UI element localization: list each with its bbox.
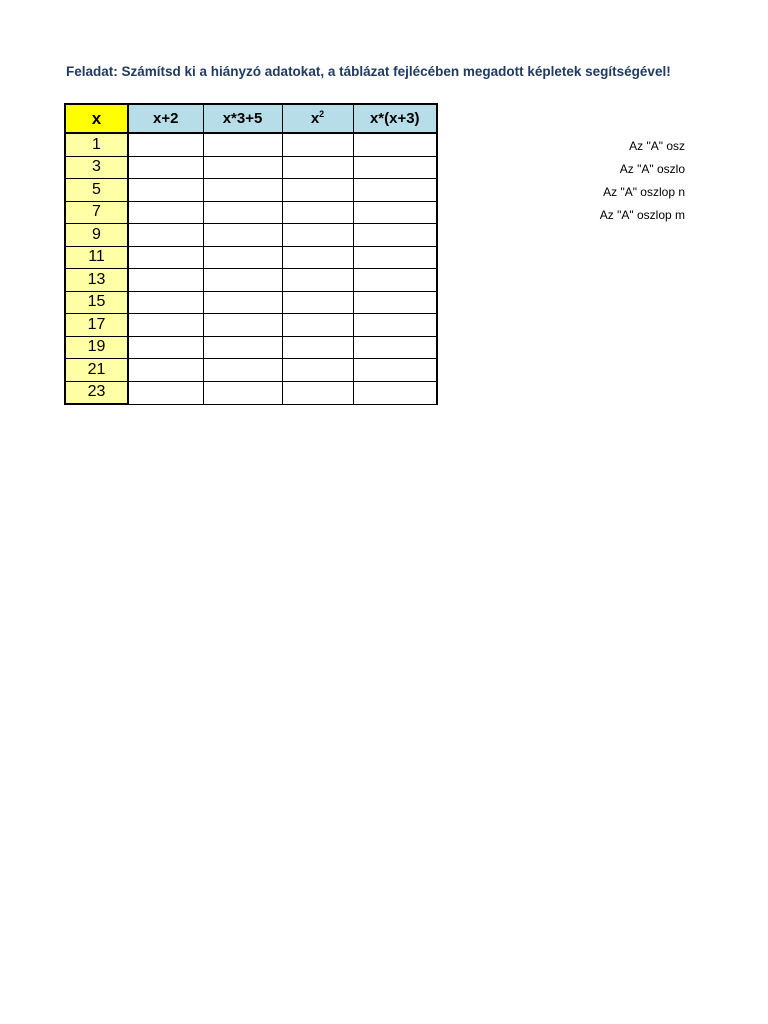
x-times-x-plus-3-cell[interactable]	[353, 381, 437, 404]
x-times-x-plus-3-cell[interactable]	[353, 359, 437, 382]
header-x-plus-2[interactable]: x+2	[128, 104, 203, 133]
x-value-cell[interactable]: 17	[65, 314, 128, 337]
x-times-3-plus-5-cell[interactable]	[203, 133, 282, 156]
table-row	[65, 381, 437, 404]
table-row	[65, 291, 437, 314]
table-row	[65, 133, 437, 156]
x-times-3-plus-5-cell[interactable]	[203, 224, 282, 247]
x-times-3-plus-5-cell[interactable]	[203, 156, 282, 179]
x-plus-2-cell[interactable]	[128, 314, 203, 337]
x-times-x-plus-3-cell[interactable]	[353, 201, 437, 224]
x-squared-cell[interactable]	[282, 179, 353, 202]
x-times-x-plus-3-cell[interactable]	[353, 291, 437, 314]
x-value-cell[interactable]: 23	[65, 381, 128, 404]
x-squared-cell[interactable]	[282, 201, 353, 224]
formula-table	[64, 103, 438, 405]
x-times-3-plus-5-cell[interactable]	[203, 179, 282, 202]
note-line	[560, 138, 685, 161]
header-x-squared-exponent: 2	[319, 109, 325, 119]
x-squared-cell[interactable]	[282, 314, 353, 337]
x-times-x-plus-3-cell[interactable]	[353, 156, 437, 179]
note-line	[560, 207, 685, 230]
table-row	[65, 224, 437, 247]
table-row	[65, 359, 437, 382]
x-value-cell[interactable]: 3	[65, 156, 128, 179]
table-row	[65, 336, 437, 359]
header-x-times-3-plus-5[interactable]: x*3+5	[203, 104, 282, 133]
table-row	[65, 269, 437, 292]
x-squared-cell[interactable]	[282, 133, 353, 156]
x-times-3-plus-5-cell[interactable]	[203, 201, 282, 224]
x-plus-2-cell[interactable]	[128, 359, 203, 382]
task-title: Feladat: Számítsd ki a hiányzó adatokat, a táblázat fejlécében megadott képletek segítségével!	[66, 64, 671, 79]
table-row	[65, 246, 437, 269]
x-times-x-plus-3-cell[interactable]	[353, 336, 437, 359]
table-row	[65, 201, 437, 224]
x-squared-cell[interactable]	[282, 156, 353, 179]
x-plus-2-cell[interactable]	[128, 381, 203, 404]
x-value-cell[interactable]: 19	[65, 336, 128, 359]
x-plus-2-cell[interactable]	[128, 224, 203, 247]
x-times-3-plus-5-cell[interactable]	[203, 381, 282, 404]
x-value-cell[interactable]: 7	[65, 201, 128, 224]
note-line	[560, 184, 685, 207]
x-value-cell[interactable]: 15	[65, 291, 128, 314]
x-times-3-plus-5-cell[interactable]	[203, 336, 282, 359]
x-plus-2-cell[interactable]	[128, 133, 203, 156]
note-text: Az "A" osz	[629, 139, 685, 153]
x-times-x-plus-3-cell[interactable]	[353, 179, 437, 202]
header-x-squared-base: x	[310, 110, 320, 127]
x-times-3-plus-5-cell[interactable]	[203, 246, 282, 269]
x-value-cell[interactable]: 21	[65, 359, 128, 382]
x-squared-cell[interactable]	[282, 381, 353, 404]
header-x-squared[interactable]	[282, 104, 353, 133]
x-plus-2-cell[interactable]	[128, 336, 203, 359]
header-x[interactable]: x	[65, 104, 128, 133]
note-text: Az "A" oszlop m	[599, 208, 685, 222]
table-row	[65, 179, 437, 202]
note-text: Az "A" oszlo	[619, 162, 685, 176]
x-times-3-plus-5-cell[interactable]	[203, 359, 282, 382]
x-value-cell[interactable]: 9	[65, 224, 128, 247]
table-row	[65, 314, 437, 337]
x-squared-cell[interactable]	[282, 224, 353, 247]
note-line	[560, 161, 685, 184]
x-plus-2-cell[interactable]	[128, 291, 203, 314]
x-squared-cell[interactable]	[282, 291, 353, 314]
x-squared-cell[interactable]	[282, 269, 353, 292]
table-row	[65, 156, 437, 179]
x-plus-2-cell[interactable]	[128, 269, 203, 292]
header-row	[65, 104, 437, 133]
x-squared-cell[interactable]	[282, 336, 353, 359]
x-times-x-plus-3-cell[interactable]	[353, 224, 437, 247]
x-plus-2-cell[interactable]	[128, 156, 203, 179]
header-x-times-x-plus-3[interactable]: x*(x+3)	[353, 104, 437, 133]
x-plus-2-cell[interactable]	[128, 246, 203, 269]
x-value-cell[interactable]: 5	[65, 179, 128, 202]
x-times-x-plus-3-cell[interactable]	[353, 314, 437, 337]
x-times-3-plus-5-cell[interactable]	[203, 269, 282, 292]
x-plus-2-cell[interactable]	[128, 179, 203, 202]
side-notes	[560, 138, 685, 230]
note-text: Az "A" oszlop n	[603, 185, 685, 199]
x-value-cell[interactable]: 1	[65, 133, 128, 156]
x-squared-cell[interactable]	[282, 359, 353, 382]
x-squared-cell[interactable]	[282, 246, 353, 269]
x-times-x-plus-3-cell[interactable]	[353, 269, 437, 292]
x-times-x-plus-3-cell[interactable]	[353, 133, 437, 156]
x-value-cell[interactable]: 11	[65, 246, 128, 269]
x-times-x-plus-3-cell[interactable]	[353, 246, 437, 269]
x-times-3-plus-5-cell[interactable]	[203, 314, 282, 337]
x-times-3-plus-5-cell[interactable]	[203, 291, 282, 314]
x-plus-2-cell[interactable]	[128, 201, 203, 224]
x-value-cell[interactable]: 13	[65, 269, 128, 292]
